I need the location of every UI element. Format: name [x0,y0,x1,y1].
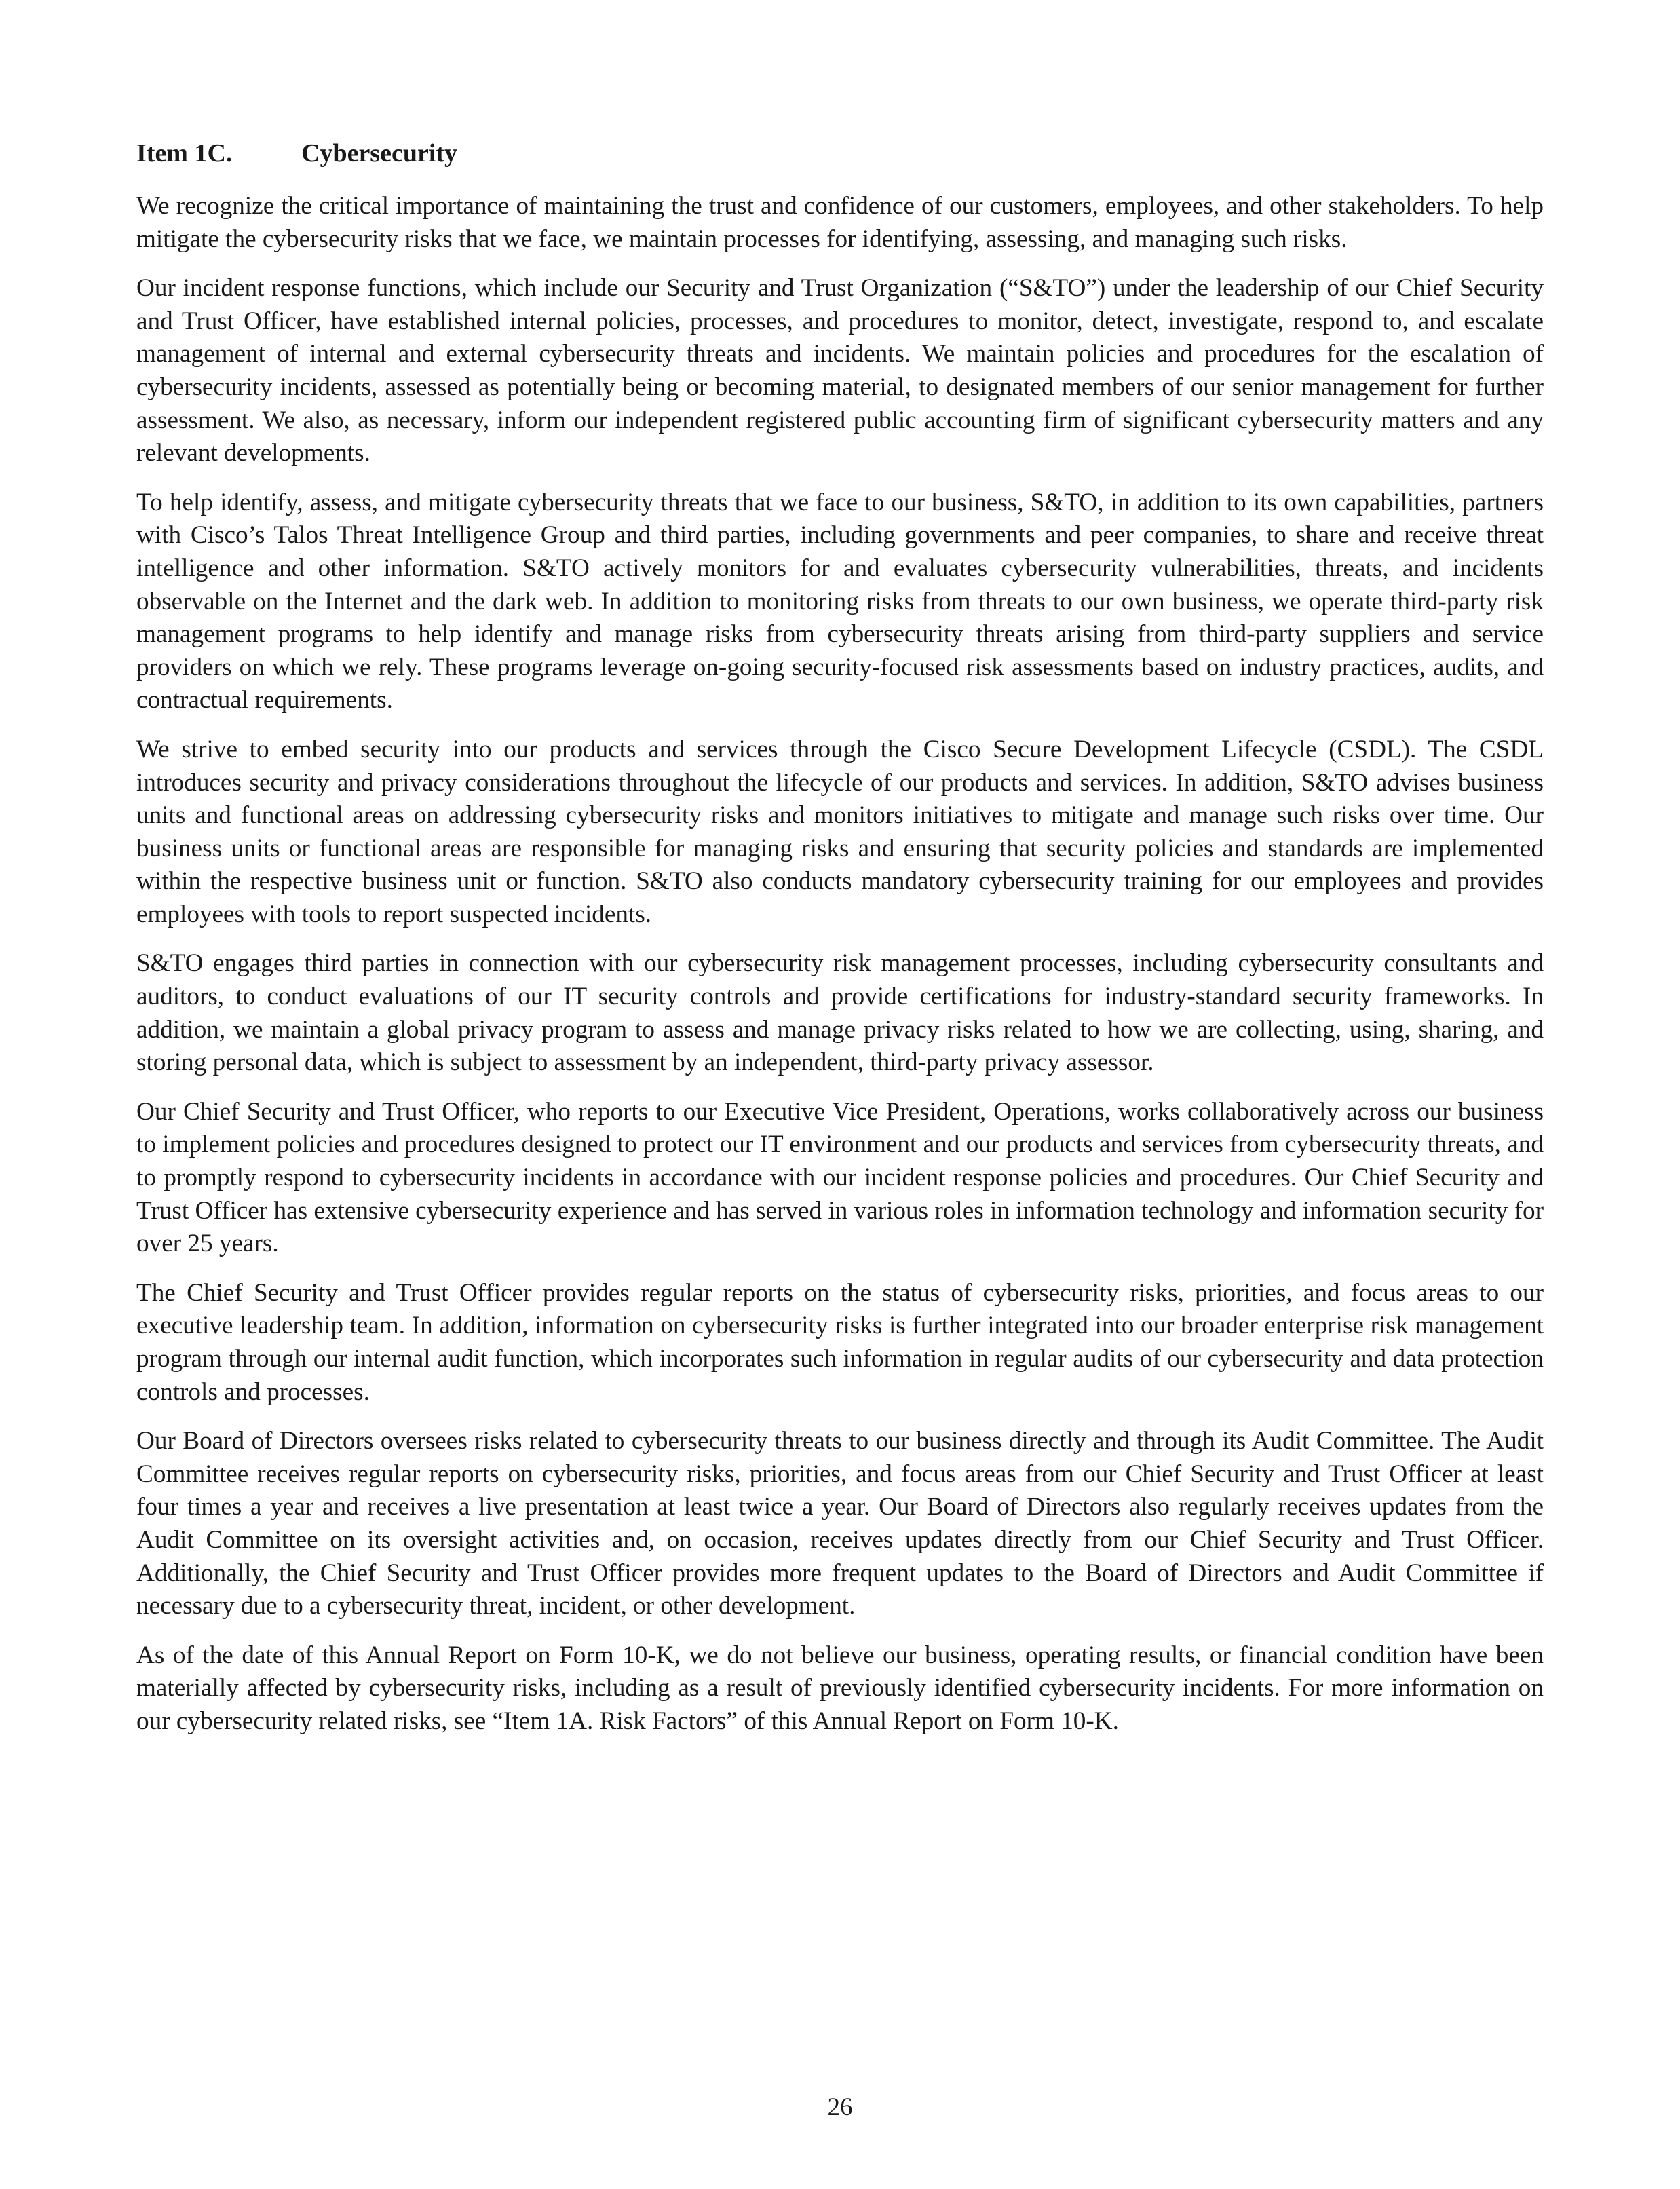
page-number: 26 [827,2093,853,2121]
paragraph-board-oversight: Our Board of Directors oversees risks related to cybersecurity threats to our business directly and through its Audit Committee. The Audit Committee receives regular reports on cybersecurity risks, priorities, and focus areas from our Chief Security and Trust Officer at least four times a year and receives a live presentation at least twice a year. Our Board of Directors also regularly receives updates from the Audit Committee on its oversight activities and, on occasion, receives updates directly from our Chief Security and Trust Officer. Additionally, the Chief Security and Trust Officer provides more frequent updates to the Board of Directors and Audit Committee if necessary due to a cybersecurity threat, incident, or other development. [136,1427,1544,1620]
paragraph-intro: We recognize the critical importance of maintaining the trust and confidence of our customers, employees, and other stakeholders. To help mitigate the cybersecurity risks that we face, we maintain processes for identifying, assessing, and managing such risks. [136,192,1544,253]
section-heading [136,133,1544,174]
paragraph-regular-reports: The Chief Security and Trust Officer provides regular reports on the status of cybersecurity risks, priorities, and focus areas to our executive leadership team. In addition, information on cybersecurity risks is further integrated into our broader enterprise risk management program through our internal audit function, which incorporates such information in regular audits of our cybersecurity and data protection controls and processes. [136,1278,1544,1406]
paragraph-threat-intelligence: To help identify, assess, and mitigate cybersecurity threats that we face to our business, S&TO, in addition to its own capabilities, partners with Cisco’s Talos Threat Intelligence Group and third parties, including governments and peer companies, to share and receive threat intelligence and other information. S&TO actively monitors for and evaluates cybersecurity vulnerabilities, threats, and incidents observable on the Internet and the dark web. In addition to monitoring risks from threats to our own business, we operate third-party risk management programs to help identify and manage risks from cybersecurity threats arising from third-party suppliers and service providers on which we rely. These programs leverage on-going security-focused risk assessments based on industry practices, audits, and contractual requirements. [136,488,1544,715]
section-title: Cybersecurity [301,139,458,168]
paragraph-incident-response: Our incident response functions, which include our Security and Trust Organization (“S&TO”) under the leadership of our Chief Security and Trust Officer, have established internal policies, processes, and procedures to monitor, detect, investigate, respond to, and escalate management of internal and external cybersecurity threats and incidents. We maintain policies and procedures for the escalation of cybersecurity incidents, assessed as potentially being or becoming material, to designated members of our senior management for further assessment. We also, as necessary, inform our independent registered public accounting firm of significant cybersecurity matters and any relevant developments. [136,274,1544,468]
paragraph-chief-security-officer: Our Chief Security and Trust Officer, who reports to our Executive Vice President, Operations, works collaboratively across our business to implement policies and procedures designed to protect our IT environment and our products and services from cybersecurity threats, and to promptly respond to cybersecurity incidents in accordance with our incident response policies and procedures. Our Chief Security and Trust Officer has extensive cybersecurity experience and has served in various roles in information technology and information security for over 25 years. [136,1097,1544,1258]
paragraph-conclusion: As of the date of this Annual Report on Form 10-K, we do not believe our business, operating results, or financial condition have been materially affected by cybersecurity risks, including as a result of previously identified cybersecurity incidents. For more information on our cybersecurity related risks, see “Item 1A. Risk Factors” of this Annual Report on Form 10-K. [136,1641,1544,1735]
paragraph-csdl: We strive to embed security into our products and services through the Cisco Secure Development Lifecycle (CSDL). The CSDL introduces security and privacy considerations throughout the lifecycle of our products and services. In addition, S&TO advises business units and functional areas on addressing cybersecurity risks and monitors initiatives to mitigate and manage such risks over time. Our business units or functional areas are responsible for managing risks and ensuring that security policies and standards are implemented within the respective business unit or function. S&TO also conducts mandatory cybersecurity training for our employees and provides employees with tools to report suspected incidents. [136,735,1544,928]
paragraph-third-parties: S&TO engages third parties in connection with our cybersecurity risk management processes, including cybersecurity consultants and auditors, to conduct evaluations of our IT security controls and provide certifications for industry-standard security frameworks. In addition, we maintain a global privacy program to assess and manage privacy risks related to how we are collecting, using, sharing, and storing personal data, which is subject to assessment by an independent, third-party privacy assessor. [136,949,1544,1077]
item-number: Item 1C. [136,139,233,168]
document-page [136,133,1544,1755]
